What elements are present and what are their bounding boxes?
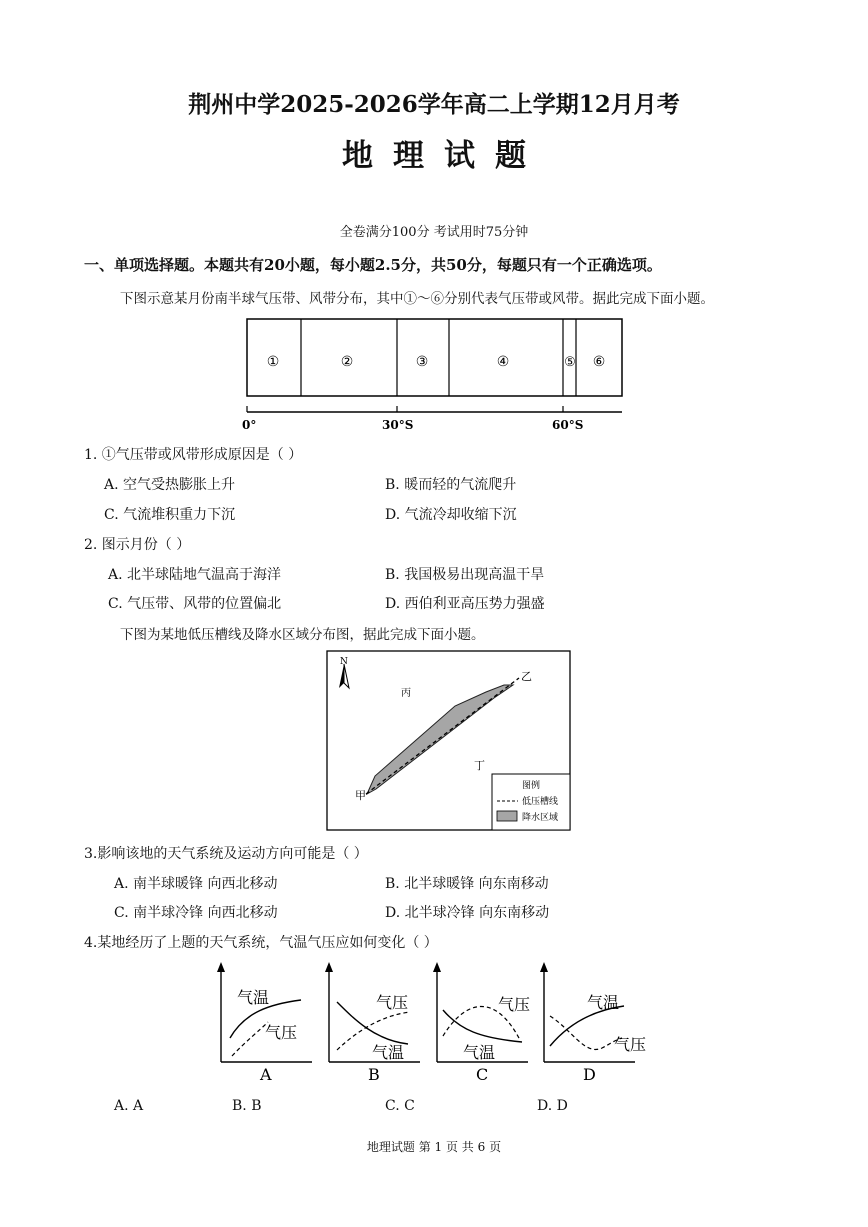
legend-rain: 降水区域 — [522, 813, 559, 823]
q2-option-d[interactable]: D. 西伯利亚高压势力强盛 — [385, 596, 545, 612]
q1-option-c[interactable]: C. 气流堆积重力下沉 — [104, 507, 236, 523]
exam-meta: 全卷满分100分 考试用时75分钟 — [339, 225, 529, 240]
graph-a — [217, 962, 312, 1084]
graph-c-letter: C — [476, 1065, 489, 1084]
q1-option-a[interactable]: A. 空气受热膨胀上升 — [104, 477, 236, 493]
belt-label-1: ① — [266, 354, 280, 370]
graph-a-temp-label: 气温 — [237, 988, 270, 1007]
legend-trough: 低压槽线 — [522, 797, 559, 807]
place-jia: 甲 — [355, 789, 366, 802]
question-4: 4.某地经历了上题的天气系统，气温气压应如何变化（ ） — [84, 935, 438, 951]
graph-d — [540, 962, 646, 1084]
exam-title: 荆州中学2025-2026学年高二上学期12月月考 — [188, 91, 680, 118]
q4-graphs — [210, 960, 650, 1085]
tick-0: 0° — [242, 418, 257, 432]
subject-title: 地理试题 — [342, 138, 546, 174]
q4-option-a[interactable]: A. A — [114, 1098, 144, 1114]
q1-option-d[interactable]: D. 气流冷却收缩下沉 — [385, 507, 517, 523]
belt-label-5: ⑤ — [564, 355, 576, 370]
tick-60s: 60°S — [552, 418, 584, 432]
place-yi: 乙 — [521, 670, 532, 683]
north-label: N — [340, 657, 348, 667]
intro-text-1: 下图示意某月份南半球气压带、风带分布，其中①～⑥分别代表气压带或风带。据此完成下面小题。 — [120, 291, 714, 307]
page-footer: 地理试题 第 1 页 共 6 页 — [366, 1140, 502, 1154]
graph-c — [433, 962, 530, 1084]
belt-label-4: ④ — [496, 354, 510, 370]
belt-label-3: ③ — [415, 354, 429, 370]
intro-text-2: 下图为某地低压槽线及降水区域分布图，据此完成下面小题。 — [120, 627, 485, 643]
tick-30s: 30°S — [382, 418, 414, 432]
graph-b-letter: B — [368, 1065, 380, 1084]
graph-c-temp-label: 气温 — [463, 1043, 496, 1062]
q3-option-a[interactable]: A. 南半球暖锋 向西北移动 — [114, 876, 278, 892]
question-2: 2. 图示月份（ ） — [84, 537, 191, 553]
map-legend — [492, 774, 570, 830]
q3-option-b[interactable]: B. 北半球暖锋 向东南移动 — [385, 876, 549, 892]
graph-b — [325, 962, 420, 1084]
trough-map — [326, 650, 572, 834]
section-heading: 一、单项选择题。本题共有20小题，每小题2.5分，共50分，每题只有一个正确选项。 — [84, 256, 662, 274]
graph-d-pressure-label: 气压 — [614, 1035, 647, 1054]
belt-label-6: ⑥ — [592, 354, 606, 370]
question-3: 3.影响该地的天气系统及运动方向可能是（ ） — [84, 846, 368, 862]
pressure-belt-figure — [236, 315, 636, 435]
legend-title: 图例 — [522, 781, 541, 791]
graph-c-pressure-label: 气压 — [498, 995, 531, 1014]
q3-option-c[interactable]: C. 南半球冷锋 向西北移动 — [114, 905, 278, 921]
q4-option-b[interactable]: B. B — [232, 1098, 262, 1114]
q4-option-c[interactable]: C. C — [385, 1098, 415, 1114]
q4-option-d[interactable]: D. D — [537, 1098, 568, 1114]
q1-option-b[interactable]: B. 暖而轻的气流爬升 — [385, 477, 517, 493]
place-ding: 丁 — [474, 759, 485, 772]
q2-option-a[interactable]: A. 北半球陆地气温高于海洋 — [108, 567, 282, 583]
place-bing: 丙 — [401, 688, 411, 699]
graph-d-temp-label: 气温 — [587, 993, 620, 1012]
q3-option-d[interactable]: D. 北半球冷锋 向东南移动 — [385, 905, 550, 921]
graph-b-temp-label: 气温 — [372, 1043, 405, 1062]
graph-b-pressure-label: 气压 — [376, 993, 409, 1012]
temp-curve — [443, 1010, 522, 1042]
graph-a-pressure-label: 气压 — [265, 1023, 298, 1042]
graph-d-letter: D — [583, 1065, 596, 1084]
graph-a-letter: A — [260, 1065, 272, 1084]
pressure-curve — [550, 1016, 622, 1049]
temp-curve — [550, 1006, 624, 1046]
question-1: 1. ①气压带或风带形成原因是（ ） — [84, 447, 303, 463]
q2-option-b[interactable]: B. 我国极易出现高温干旱 — [385, 567, 545, 583]
belt-label-2: ② — [340, 354, 354, 370]
q2-option-c[interactable]: C. 气压带、风带的位置偏北 — [108, 596, 282, 612]
